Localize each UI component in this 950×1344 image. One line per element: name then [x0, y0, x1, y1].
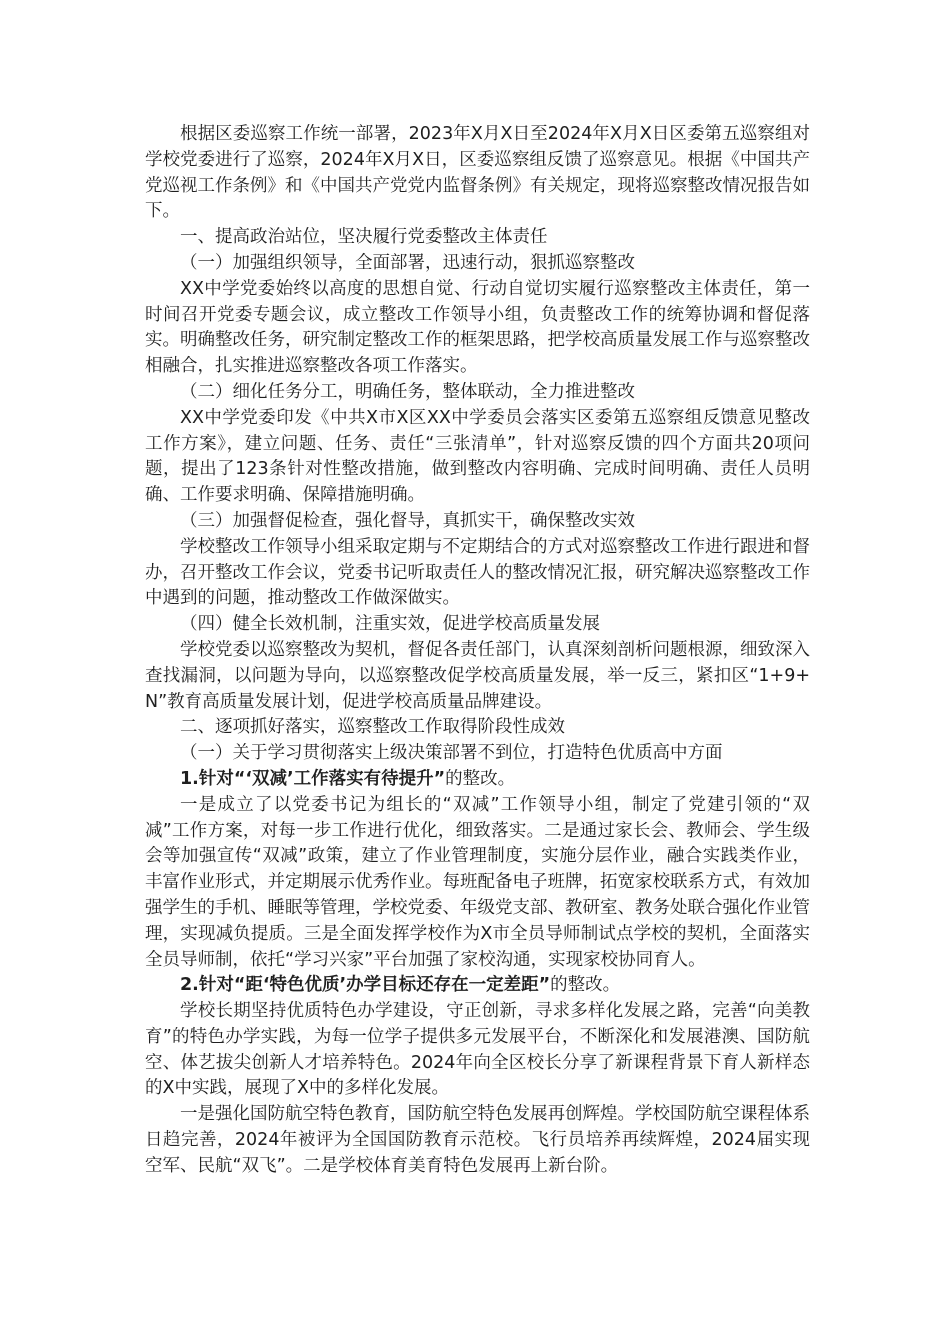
item-heading-1-bold: 1.针对“‘双减’工作落实有待提升”	[180, 768, 446, 789]
body-paragraph: 一是强化国防航空特色教育，国防航空特色发展再创辉煌。学校国防航空课程体系日趋完善，2024年被评为全国国防教育示范校。飞行员培养再续辉煌，2024届实现空军、民航“双飞”。二是学校体育美育特色发展再上新台阶。	[145, 1104, 810, 1176]
subsection-heading-1-3: （三）加强督促检查，强化督导，真抓实干，确保整改实效	[180, 510, 635, 531]
body-paragraph: 学校党委以巡察整改为契机，督促各责任部门，认真深刻剖析问题根源，细致深入查找漏洞，以问题为导向，以巡察整改促学校高质量发展，举一反三，紧扣区“1+9+N”教育高质量发展计划，促进学校高质量品牌建设。	[145, 639, 810, 712]
body-paragraph: 学校整改工作领导小组采取定期与不定期结合的方式对巡察整改工作进行跟进和督办，召开整改工作会议，党委书记听取责任人的整改情况汇报，研究解决巡察整改工作中遇到的问题，推动整改工作做深做实。	[145, 536, 810, 609]
body-paragraph: 学校长期坚持优质特色办学建设，守正创新，寻求多样化发展之路，完善“向美教育”的特色办学实践，为每一位学子提供多元发展平台，不断深化和发展港澳、国防航空、体艺拔尖创新人才培养特色。2024年向全区校长分享了新课程背景下育人新样态的X中实践，展现了X中的多样化发展。	[145, 1001, 810, 1099]
section-heading-2: 二、逐项抓好落实，巡察整改工作取得阶段性成效	[180, 717, 565, 738]
subsection-heading-2-1: （一）关于学习贯彻落实上级决策部署不到位，打造特色优质高中方面	[180, 743, 723, 764]
body-paragraph: XX中学党委始终以高度的思想自觉、行动自觉切实履行巡察整改主体责任，第一时间召开党委专题会议，成立整改工作领导小组，负责整改工作的统筹协调和督促落实。明确整改任务，研究制定整改工作的框架思路，把学校高质量发展工作与巡察整改相融合，扎实推进巡察整改各项工作落实。	[145, 278, 810, 377]
intro-paragraph: 根据区委巡察工作统一部署，2023年X月X日至2024年X月X日区委第五巡察组对学校党委进行了巡察，2024年X月X日，区委巡察组反馈了巡察意见。根据《中国共产党巡视工作条例》和《中国共产党党内监督条例》有关规定，现将巡察整改情况报告如下。	[145, 124, 810, 222]
document-page	[145, 122, 810, 1180]
item-heading-2	[145, 973, 810, 999]
body-paragraph: 一是成立了以党委书记为组长的“双减”工作领导小组，制定了党建引领的“双减”工作方案，对每一步工作进行优化，细致落实。二是通过家长会、教师会、学生级会等加强宣传“双减”政策，建立了作业管理制度，实施分层作业，融合实践类作业，丰富作业形式，并定期展示优秀作业。每班配备电子班牌，拓宽家校联系方式，有效加强学生的手机、睡眠等管理，学校党委、年级党支部、教研室、教务处联合强化作业管理，实现减负提质。三是全面发挥学校作为X市全员导师制试点学校的契机，全面落实全员导师制，依托“学习兴家”平台加强了家校沟通，实现家校协同育人。	[145, 794, 810, 970]
item-heading-2-rest: 的整改。	[550, 975, 621, 996]
subsection-heading-1-1: （一）加强组织领导，全面部署，迅速行动，狠抓巡察整改	[180, 252, 635, 273]
section-heading-1: 一、提高政治站位，坚决履行党委整改主体责任	[180, 227, 548, 248]
subsection-heading-1-4: （四）健全长效机制，注重实效，促进学校高质量发展	[180, 614, 600, 635]
item-heading-1	[145, 767, 810, 793]
item-heading-2-bold: 2.针对“距‘特色优质’办学目标还存在一定差距”	[180, 975, 551, 996]
item-heading-1-rest: 的整改。	[445, 768, 516, 789]
body-paragraph: XX中学党委印发《中共X市X区XX中学委员会落实区委第五巡察组反馈意见整改工作方案》，建立问题、任务、责任“三张清单”，针对巡察反馈的四个方面共20项问题，提出了123条针对性整改措施，做到整改内容明确、完成时间明确、责任人员明确、工作要求明确、保障措施明确。	[145, 407, 810, 506]
subsection-heading-1-2: （二）细化任务分工，明确任务，整体联动，全力推进整改	[180, 381, 635, 402]
